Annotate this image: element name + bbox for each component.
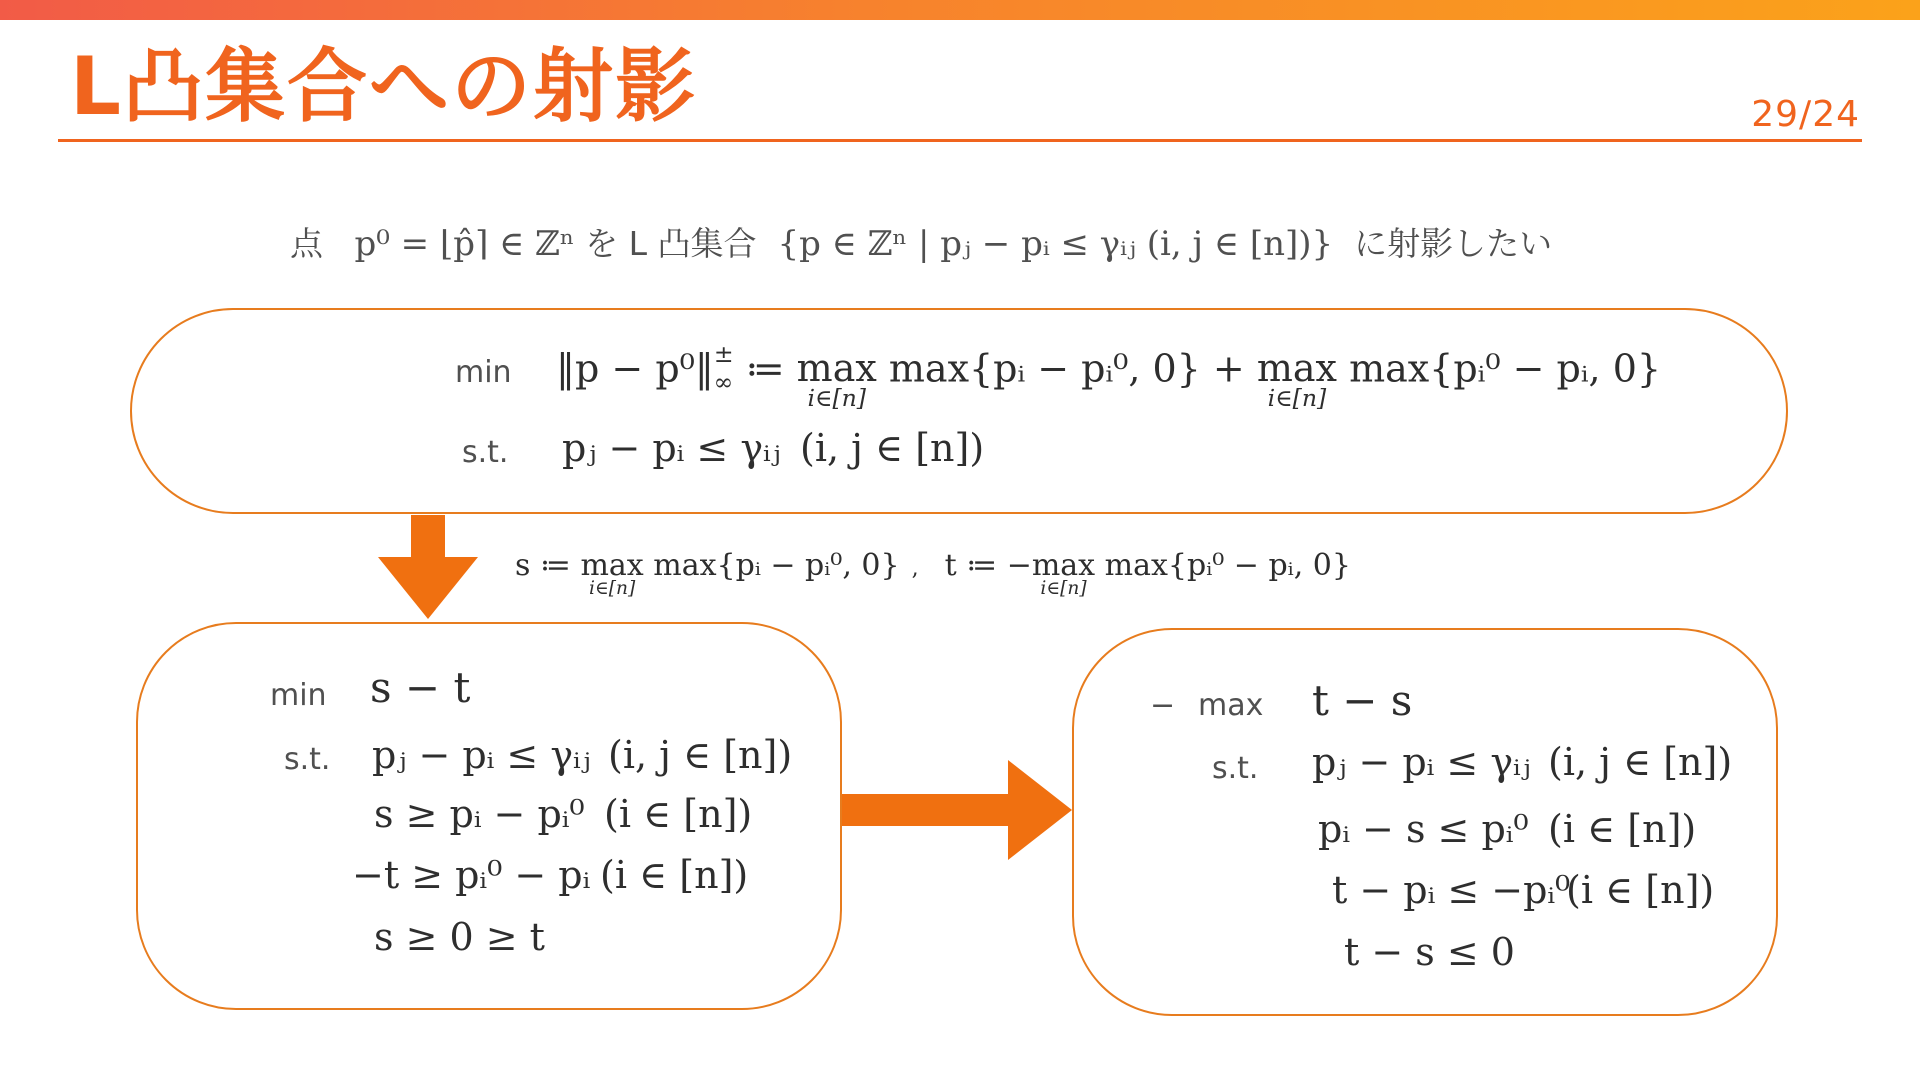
top-defeq: ≔ [733, 346, 797, 391]
intro-label-point: 点 [290, 224, 323, 263]
top-gradient-bar [0, 0, 1920, 20]
left-constraint-2-range: (i ∈ [n]) [600, 853, 749, 897]
right-constraint-0-range: (i, j ∈ [n]) [1548, 740, 1733, 784]
left-constraint-1: s ≥ pᵢ − pᵢ⁰ [374, 792, 585, 836]
right-objective: t − s [1312, 676, 1413, 725]
t-max-text: max [1031, 548, 1096, 583]
left-st-label: s.t. [284, 742, 331, 777]
substitution-separator: , [911, 556, 919, 581]
intro-statement [290, 218, 1552, 265]
top-norm-sub: ∞ [713, 368, 734, 397]
top-term1: max{pᵢ − pᵢ⁰, 0} + [876, 346, 1257, 391]
right-max-label: max [1198, 688, 1264, 723]
top-norm: ‖p − p⁰‖ [556, 346, 714, 391]
right-constraint-0: pⱼ − pᵢ ≤ γᵢⱼ [1312, 740, 1531, 784]
intro-text-end: に射影したい [1354, 224, 1553, 263]
s-max [580, 548, 644, 599]
left-objective: s − t [370, 663, 471, 712]
top-term2: max{pᵢ⁰ − pᵢ, 0} [1336, 346, 1662, 391]
right-st-label: s.t. [1212, 751, 1259, 786]
s-max-text: max [580, 548, 644, 583]
left-constraint-1-range: (i ∈ [n]) [604, 792, 753, 836]
intro-text-mid: を L 凸集合 [585, 224, 757, 263]
top-max2-under: i∈[n] [1267, 384, 1327, 412]
down-arrow [378, 515, 478, 619]
t-max-under: i∈[n] [1040, 578, 1087, 599]
title-underline [58, 139, 1862, 142]
s-def-lhs: s ≔ [515, 548, 581, 583]
substitution-definition [515, 548, 1351, 599]
top-norm-sup: ± [713, 340, 734, 368]
s-max-under: i∈[n] [589, 578, 636, 599]
right-arrow [842, 760, 1072, 860]
page-number: 29/24 [1751, 94, 1860, 135]
right-neg-label: − [1150, 688, 1176, 723]
top-constraint-range: (i, j ∈ [n]) [800, 426, 985, 470]
t-max [1031, 548, 1096, 599]
top-max1 [796, 346, 877, 412]
intro-point-expr: p⁰ = ⌊p̂⌉ ∈ ℤⁿ [354, 224, 575, 264]
right-constraint-2: t − pᵢ ≤ −pᵢ⁰ [1332, 868, 1571, 912]
left-min-label: min [270, 678, 327, 713]
top-objective [556, 340, 1662, 412]
top-max2 [1256, 346, 1337, 412]
left-constraint-0-range: (i, j ∈ [n]) [608, 733, 793, 777]
right-constraint-1-range: (i ∈ [n]) [1548, 807, 1697, 851]
left-constraint-3: s ≥ 0 ≥ t [374, 915, 545, 959]
right-constraint-1: pᵢ − s ≤ pᵢ⁰ [1318, 807, 1529, 851]
slide-title: L凸集合への射影 [70, 40, 697, 133]
intro-set-expr: {p ∈ ℤⁿ | pⱼ − pᵢ ≤ γᵢⱼ (i, j ∈ [n])} [777, 224, 1334, 264]
t-def-lhs: t ≔ − [944, 548, 1032, 583]
s-def-rhs: max{pᵢ − pᵢ⁰, 0} [643, 548, 900, 583]
top-max2-text: max [1256, 346, 1337, 390]
top-max1-under: i∈[n] [807, 384, 866, 412]
top-constraint: pⱼ − pᵢ ≤ γᵢⱼ [562, 426, 781, 470]
left-constraint-0: pⱼ − pᵢ ≤ γᵢⱼ [372, 733, 591, 777]
right-constraint-2-range: (i ∈ [n]) [1566, 868, 1715, 912]
top-st-label: s.t. [462, 435, 509, 470]
right-constraint-3: t − s ≤ 0 [1344, 930, 1515, 974]
original-problem-box [130, 308, 1788, 514]
top-min-label: min [455, 355, 512, 390]
left-constraint-2: −t ≥ pᵢ⁰ − pᵢ [352, 853, 591, 897]
t-def-rhs: max{pᵢ⁰ − pᵢ, 0} [1095, 548, 1351, 583]
top-max1-text: max [796, 346, 877, 390]
